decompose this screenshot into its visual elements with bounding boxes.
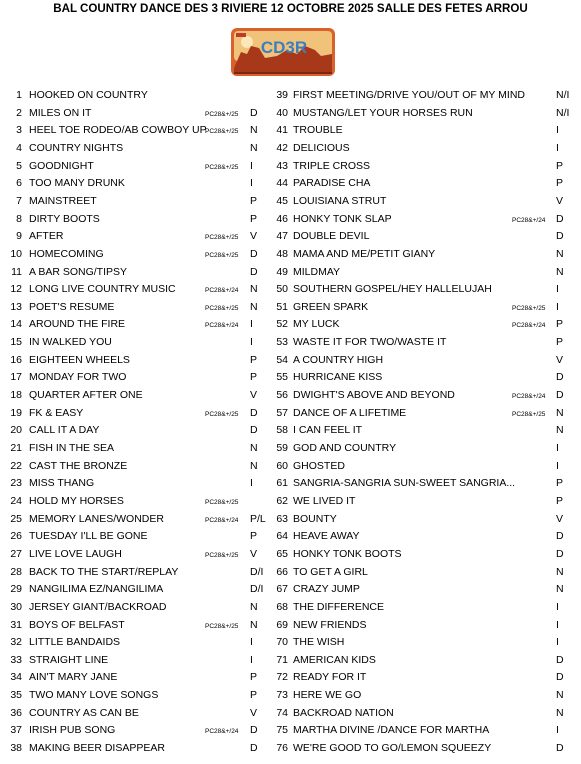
dance-number: 1	[16, 89, 22, 101]
dance-level: P	[556, 159, 564, 172]
dance-level: V	[556, 353, 564, 366]
dance-level: D	[556, 653, 564, 666]
dance-number: 19	[10, 406, 22, 419]
dance-level: N	[556, 406, 564, 419]
club-logo	[231, 28, 335, 76]
dance-name: IRISH PUB SONG	[29, 724, 116, 737]
dance-name: HOMECOMING	[29, 247, 104, 260]
dance-number: 27	[10, 547, 22, 560]
dance-name: DIRTY BOOTS	[29, 212, 100, 225]
dance-number: 74	[276, 706, 288, 719]
dance-name: HOOKED ON COUNTRY	[29, 89, 148, 101]
dance-row	[0, 105, 581, 122]
dance-name: HEEL TOE RODEO/AB COWBOY UP	[29, 124, 207, 137]
dance-name: BOYS OF BELFAST	[29, 618, 125, 631]
dance-number: 35	[10, 689, 22, 702]
dance-level: D	[250, 265, 258, 278]
dance-name: TOO MANY DRUNK	[29, 177, 125, 190]
dance-level: P	[250, 530, 258, 543]
dance-number: 61	[276, 477, 288, 490]
dance-level: P	[556, 477, 564, 490]
dance-name: HOLD MY HORSES	[29, 494, 124, 507]
dance-level: N/I	[556, 106, 570, 119]
dance-number: 76	[276, 742, 288, 755]
dance-level: D	[556, 212, 564, 225]
dance-row	[0, 211, 581, 228]
dance-number: 52	[276, 318, 288, 331]
dance-number: 48	[276, 247, 288, 260]
dance-number: 39	[276, 89, 288, 101]
dance-number: 5	[16, 159, 22, 172]
dance-name: EIGHTEEN WHEELS	[29, 353, 130, 366]
dance-number: 67	[276, 583, 288, 596]
dance-code: PC28&+/24	[512, 393, 546, 401]
dance-row	[0, 369, 581, 386]
dance-number: 50	[276, 283, 288, 296]
dance-number: 42	[276, 141, 288, 154]
dance-name: LIVE LOVE LAUGH	[29, 547, 122, 560]
dance-name: LONG LIVE COUNTRY MUSIC	[29, 283, 176, 296]
dance-number: 18	[10, 389, 22, 402]
dance-level: N	[250, 442, 258, 454]
dance-number: 60	[276, 459, 288, 472]
dance-name: WASTE IT FOR TWO/WASTE IT	[293, 336, 447, 349]
dance-name: FISH IN THE SEA	[29, 442, 114, 454]
dance-number: 64	[276, 530, 288, 543]
dance-row	[0, 581, 581, 598]
dance-name: HEAVE AWAY	[293, 530, 360, 543]
dance-level: N	[556, 565, 564, 578]
dance-number: 53	[276, 336, 288, 349]
dance-level: V	[556, 512, 564, 525]
dance-number: 12	[10, 283, 22, 296]
dance-row	[0, 722, 581, 739]
dance-name: LITTLE BANDAIDS	[29, 636, 121, 649]
dance-row	[0, 158, 581, 175]
dance-level: P	[250, 353, 258, 366]
dance-number: 45	[276, 194, 288, 207]
dance-number: 46	[276, 212, 288, 225]
dance-code: PC28&+/25	[205, 622, 239, 630]
dance-number: 68	[276, 600, 288, 613]
dance-number: 3	[16, 124, 22, 137]
dance-name: SANGRIA-SANGRIA SUN-SWEET SANGRIA...	[293, 477, 516, 490]
dance-name: TUESDAY I'LL BE GONE	[29, 530, 148, 543]
dance-name: LOUISIANA STRUT	[293, 194, 387, 207]
dance-name: TWO MANY LOVE SONGS	[29, 689, 159, 702]
dance-number: 13	[10, 300, 22, 313]
dance-level: D	[250, 247, 258, 260]
dance-name: AMERICAN KIDS	[293, 653, 376, 666]
dance-row	[0, 422, 581, 439]
dance-name: DANCE OF A LIFETIME	[293, 406, 407, 419]
dance-name: NEW FRIENDS	[293, 618, 367, 631]
dance-level: I	[556, 636, 559, 649]
dance-level: I	[556, 124, 559, 137]
dance-level: N	[556, 706, 564, 719]
dance-code: PC28&+/24	[205, 728, 239, 736]
dance-level: I	[556, 300, 559, 313]
dance-code: PC28&+/24	[205, 322, 239, 330]
dance-number: 10	[10, 247, 22, 260]
dance-number: 33	[10, 653, 22, 666]
dance-level: I	[556, 283, 559, 296]
dance-name: BACK TO THE START/REPLAY	[29, 565, 179, 578]
dance-row	[0, 493, 581, 510]
dance-level: P	[250, 212, 258, 225]
dance-name: HONKY TONK SLAP	[293, 212, 392, 225]
dance-name: FK & EASY	[29, 406, 84, 419]
dance-level: I	[250, 177, 253, 190]
page-title: BAL COUNTRY DANCE DES 3 RIVIERE 12 OCTOBRE 2025 SALLE DES FETES ARROU	[53, 2, 528, 15]
dance-name: AFTER	[29, 230, 64, 243]
dance-level: P	[556, 336, 564, 349]
dance-row	[0, 458, 581, 475]
dance-level: D	[556, 547, 564, 560]
dance-level: I	[556, 141, 559, 154]
dance-number: 71	[276, 653, 288, 666]
dance-number: 44	[276, 177, 288, 190]
dance-name: AIN'T MARY JANE	[29, 671, 118, 684]
dance-name: COUNTRY NIGHTS	[29, 141, 124, 154]
dance-number: 65	[276, 547, 288, 560]
dance-number: 66	[276, 565, 288, 578]
dance-name: QUARTER AFTER ONE	[29, 389, 143, 402]
dance-name: MAKING BEER DISAPPEAR	[29, 742, 165, 755]
dance-name: A COUNTRY HIGH	[293, 353, 384, 366]
dance-number: 2	[16, 106, 22, 119]
dance-number: 59	[276, 442, 288, 454]
dance-name: CALL IT A DAY	[29, 424, 100, 437]
dance-name: MAMA AND ME/PETIT GIANY	[293, 247, 436, 260]
dance-level: I	[250, 653, 253, 666]
dance-level: N	[250, 124, 258, 137]
dance-row	[0, 122, 581, 139]
dance-name: MUSTANG/LET YOUR HORSES RUN	[293, 106, 473, 119]
dance-number: 63	[276, 512, 288, 525]
dance-code: PC28&+/24	[205, 287, 239, 295]
dance-name: GOODNIGHT	[29, 159, 94, 172]
dance-row	[0, 193, 581, 210]
dance-number: 51	[276, 300, 288, 313]
dance-number: 15	[10, 336, 22, 349]
dance-name: IN WALKED YOU	[29, 336, 112, 349]
dance-level: P/L	[250, 512, 266, 525]
dance-name: MILDMAY	[293, 265, 341, 278]
dance-level: I	[250, 318, 253, 331]
dance-row	[0, 387, 581, 404]
dance-name: DWIGHT'S ABOVE AND BEYOND	[293, 389, 455, 402]
dance-level: D	[250, 742, 258, 755]
dance-name: CAST THE BRONZE	[29, 459, 128, 472]
dance-name: MISS THANG	[29, 477, 95, 490]
dance-name: BOUNTY	[293, 512, 337, 525]
dance-number: 24	[10, 494, 22, 507]
dance-name: HURRICANE KISS	[293, 371, 383, 384]
dance-code: PC28&+/25	[205, 410, 239, 418]
dance-number: 11	[11, 265, 22, 278]
dance-level: D/I	[250, 565, 264, 578]
logo-text: CD3R	[260, 38, 308, 57]
dance-row	[0, 140, 581, 157]
dance-number: 16	[10, 353, 22, 366]
dance-level: N	[556, 265, 564, 278]
dance-level: N	[250, 283, 258, 296]
dance-name: GREEN SPARK	[293, 300, 369, 313]
dance-row	[0, 352, 581, 369]
dance-level: P	[250, 194, 258, 207]
dance-level: P	[556, 318, 564, 331]
dance-level: P	[556, 177, 564, 190]
dance-level: I	[250, 477, 253, 490]
dance-code: PC28&+/25	[205, 251, 239, 259]
dance-number: 20	[10, 424, 22, 437]
dance-row	[0, 546, 581, 563]
dance-name: PARADISE CHA	[293, 177, 371, 190]
dance-row	[0, 228, 581, 245]
dance-level: D	[556, 671, 564, 684]
dance-number: 21	[10, 442, 22, 454]
dance-number: 14	[10, 318, 22, 331]
dance-row	[0, 175, 581, 192]
dance-number: 29	[10, 583, 22, 596]
dance-number: 41	[276, 124, 288, 137]
dance-level: I	[556, 442, 559, 454]
dance-level: N	[250, 300, 258, 313]
dance-level: V	[250, 389, 258, 402]
dance-row	[0, 705, 581, 722]
dance-number: 43	[276, 159, 288, 172]
dance-level: D	[556, 742, 564, 755]
dance-name: TROUBLE	[293, 124, 343, 137]
dance-row	[0, 617, 581, 634]
dance-number: 62	[276, 494, 288, 507]
dance-number: 23	[10, 477, 22, 490]
dance-level: I	[556, 724, 559, 737]
dance-row	[0, 405, 581, 422]
dance-name: TRIPLE CROSS	[293, 159, 371, 172]
dance-number: 25	[10, 512, 22, 525]
logo-graphic	[231, 28, 335, 76]
dance-number: 56	[276, 389, 288, 402]
dance-code: PC28&+/24	[512, 216, 546, 224]
dance-level: N	[556, 689, 564, 702]
dance-row	[0, 475, 581, 492]
dance-number: 54	[276, 353, 288, 366]
dance-number: 22	[10, 459, 22, 472]
dance-number: 57	[276, 406, 288, 419]
dance-level: D	[250, 106, 258, 119]
dance-name: BACKROAD NATION	[293, 706, 394, 719]
dance-name: COUNTRY AS CAN BE	[29, 706, 139, 719]
dance-level: N	[250, 618, 258, 631]
dance-level: D	[250, 724, 258, 737]
dance-code: PC28&+/25	[205, 498, 239, 506]
dance-number: 32	[10, 636, 22, 649]
dance-number: 34	[10, 671, 22, 684]
dance-number: 36	[10, 706, 22, 719]
dance-number: 8	[16, 212, 22, 225]
dance-name: MONDAY FOR TWO	[29, 371, 127, 384]
dance-number: 58	[276, 424, 288, 437]
dance-number: 70	[276, 636, 288, 649]
dance-row	[0, 246, 581, 263]
dance-number: 28	[10, 565, 22, 578]
dance-level: D	[250, 424, 258, 437]
dance-number: 75	[276, 724, 288, 737]
dance-name: AROUND THE FIRE	[29, 318, 126, 331]
dance-level: P	[250, 371, 258, 384]
dance-name: THE WISH	[293, 636, 345, 649]
dance-code: PC28&+/25	[205, 234, 239, 242]
dance-row	[0, 316, 581, 333]
dance-level: N	[556, 424, 564, 437]
dance-name: POET'S RESUME	[29, 300, 115, 313]
dance-number: 4	[16, 141, 22, 154]
dance-row	[0, 511, 581, 528]
dance-number: 47	[276, 230, 288, 243]
dance-code: PC28&+/25	[205, 551, 239, 559]
dance-name: STRAIGHT LINE	[29, 653, 109, 666]
dance-name: MEMORY LANES/WONDER	[29, 512, 164, 525]
dance-level: N	[250, 600, 258, 613]
dance-name: CRAZY JUMP	[293, 583, 360, 596]
dance-name: HONKY TONK BOOTS	[293, 547, 402, 560]
dance-level: D	[556, 371, 564, 384]
dance-row	[0, 334, 581, 351]
dance-name: NANGILIMA EZ/NANGILIMA	[29, 583, 164, 596]
dance-level: I	[250, 336, 253, 349]
dance-name: MY LUCK	[293, 318, 340, 331]
dance-level: N/I	[556, 89, 570, 101]
dance-level: I	[250, 159, 253, 172]
dance-row	[0, 740, 581, 757]
dance-name: A BAR SONG/TIPSY	[29, 265, 128, 278]
dance-number: 72	[276, 671, 288, 684]
dance-level: N	[556, 247, 564, 260]
dance-code: PC28&+/25	[205, 128, 239, 136]
dance-level: V	[250, 547, 258, 560]
dance-level: I	[556, 600, 559, 613]
dance-level: N	[250, 459, 258, 472]
dance-name: GHOSTED	[293, 459, 345, 472]
dance-number: 9	[16, 230, 22, 243]
dance-row	[0, 687, 581, 704]
dance-level: D	[556, 530, 564, 543]
dance-row	[0, 634, 581, 651]
dance-name: THE DIFFERENCE	[293, 600, 385, 613]
dance-level: V	[250, 706, 258, 719]
dance-code: PC28&+/24	[205, 516, 239, 524]
dance-row	[0, 599, 581, 616]
dance-code: PC28&+/25	[512, 410, 546, 418]
dance-name: GOD AND COUNTRY	[293, 442, 397, 454]
dance-code: PC28&+/25	[512, 304, 546, 312]
dance-name: TO GET A GIRL	[293, 565, 368, 578]
dance-number: 40	[276, 106, 288, 119]
dance-number: 49	[276, 265, 288, 278]
dance-level: I	[250, 636, 253, 649]
dance-row	[0, 440, 581, 457]
dance-code: PC28&+/25	[205, 304, 239, 312]
dance-level: V	[250, 230, 258, 243]
dance-level: D	[250, 406, 258, 419]
dance-name: HERE WE GO	[293, 689, 362, 702]
dance-number: 17	[10, 371, 22, 384]
dance-number: 69	[276, 618, 288, 631]
dance-name: SOUTHERN GOSPEL/HEY HALLELUJAH	[293, 283, 492, 296]
dance-name: MARTHA DIVINE /DANCE FOR MARTHA	[293, 724, 490, 737]
dance-level: I	[556, 459, 559, 472]
dance-number: 73	[276, 689, 288, 702]
dance-number: 30	[10, 600, 22, 613]
dance-level: P	[250, 671, 258, 684]
dance-number: 38	[10, 742, 22, 755]
dance-row	[0, 564, 581, 581]
dance-row	[0, 264, 581, 281]
dance-name: I CAN FEEL IT	[293, 424, 363, 437]
dance-name: MAINSTREET	[29, 194, 97, 207]
dance-code: PC28&+/25	[205, 110, 239, 118]
dance-name: WE LIVED IT	[293, 494, 356, 507]
dance-row	[0, 652, 581, 669]
dance-row	[0, 528, 581, 545]
dance-row	[0, 281, 581, 298]
dance-level: P	[250, 689, 258, 702]
dance-level: I	[556, 618, 559, 631]
dance-number: 37	[10, 724, 22, 737]
dance-name: DELICIOUS	[293, 141, 350, 154]
dance-name: READY FOR IT	[293, 671, 367, 684]
dance-name: WE'RE GOOD TO GO/LEMON SQUEEZY	[293, 742, 492, 755]
dance-number: 26	[10, 530, 22, 543]
dance-number: 31	[10, 618, 22, 631]
dance-level: P	[556, 494, 564, 507]
dance-row	[0, 669, 581, 686]
dance-number: 6	[16, 177, 22, 190]
dance-number: 55	[276, 371, 288, 384]
dance-row	[0, 299, 581, 316]
dance-name: MILES ON IT	[29, 106, 92, 119]
dance-name: JERSEY GIANT/BACKROAD	[29, 600, 167, 613]
dance-code: PC28&+/24	[512, 322, 546, 330]
dance-level: N	[250, 141, 258, 154]
dance-level: D	[556, 230, 564, 243]
dance-level: N	[556, 583, 564, 596]
dance-level: D/I	[250, 583, 264, 596]
dance-code: PC28&+/25	[205, 163, 239, 171]
dance-name: FIRST MEETING/DRIVE YOU/OUT OF MY MIND	[293, 89, 525, 101]
dance-name: DOUBLE DEVIL	[293, 230, 370, 243]
dance-level: D	[556, 389, 564, 402]
dance-row	[0, 87, 581, 104]
dance-level: V	[556, 194, 564, 207]
dance-number: 7	[16, 194, 22, 207]
